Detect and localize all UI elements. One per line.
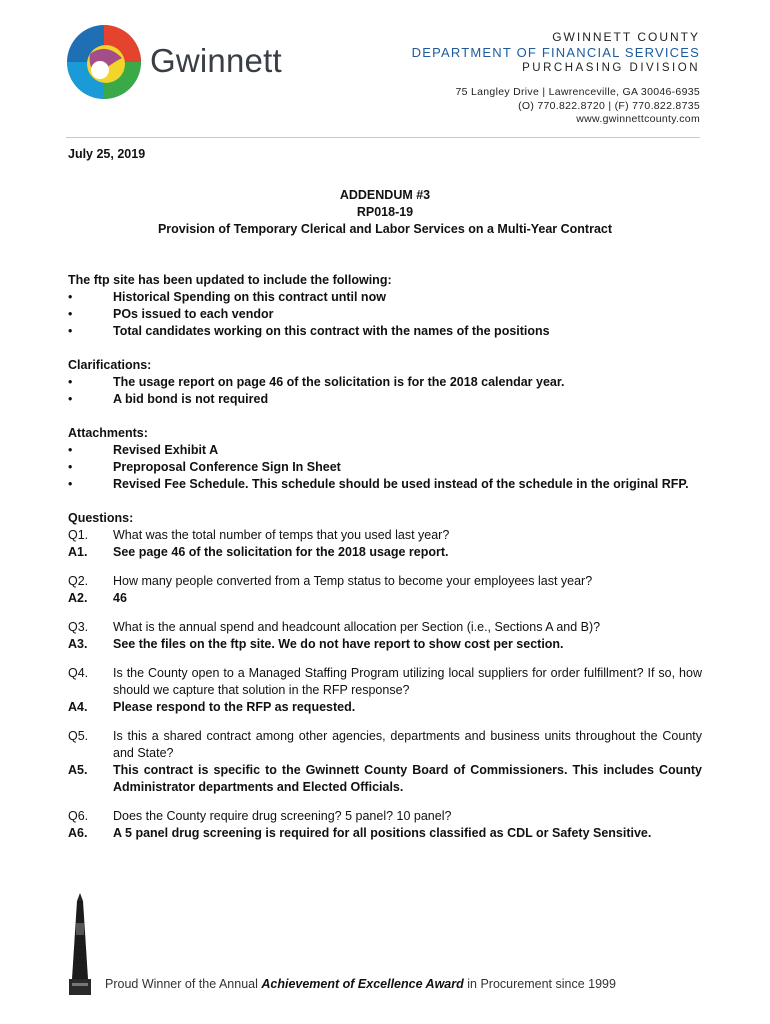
question-row: Q1. What was the total number of temps that you used last year?: [68, 528, 450, 542]
document-date: July 25, 2019: [68, 147, 146, 161]
question-row: Q4. Is the County open to a Managed Staffing Program utilizing local suppliers for order fulfillment? If so, how should we capture that solution in the RFP response?: [68, 666, 702, 697]
award-footer: Proud Winner of the Annual Achievement of Excellence Award in Procurement since 1999: [105, 977, 616, 991]
answer-row: A1. See page 46 of the solicitation for the 2018 usage report.: [68, 545, 449, 559]
questions-heading: Questions:: [68, 511, 134, 525]
answer-row: A2. 46: [68, 591, 127, 605]
bullet: •: [68, 392, 73, 406]
bullet: •: [68, 460, 73, 474]
ftp-heading: The ftp site has been updated to include the following:: [68, 273, 392, 287]
addendum-body: [68, 146, 702, 842]
bullet: •: [68, 477, 73, 491]
list-item: • Revised Exhibit A: [68, 443, 219, 457]
rfp-title: Provision of Temporary Clerical and Labor Services on a Multi-Year Contract: [157, 222, 613, 236]
bullet: •: [68, 307, 73, 321]
website-line: www.gwinnettcounty.com: [576, 113, 700, 125]
logo-wordmark: Gwinnett: [150, 42, 282, 79]
phone-line: (O) 770.822.8720 | (F) 770.822.8735: [518, 99, 700, 112]
county-name: GWINNETT COUNTY: [552, 30, 700, 44]
answer-row: A3. See the files on the ftp site. We do not have report to show cost per section.: [68, 637, 564, 651]
department-header: [412, 30, 700, 127]
gwinnett-logo-icon: [66, 24, 142, 100]
bullet: •: [68, 443, 73, 457]
answer-row: A6. A 5 panel drug screening is required for all positions classified as CDL or Safety Sensitive.: [68, 826, 652, 840]
list-item: • The usage report on page 46 of the solicitation is for the 2018 calendar year.: [68, 375, 565, 389]
answer-row: A5. This contract is specific to the Gwinnett County Board of Commissioners. This includes County Administrator departments and Elected Officials.: [68, 763, 702, 794]
list-item: • Preproposal Conference Sign In Sheet: [68, 460, 341, 474]
addendum-number: ADDENDUM #3: [339, 188, 431, 202]
question-row: Q2. How many people converted from a Temp status to become your employees last year?: [68, 574, 593, 588]
list-item: • A bid bond is not required: [68, 392, 269, 406]
department-name: DEPARTMENT OF FINANCIAL SERVICES: [411, 45, 700, 60]
list-item: • Revised Fee Schedule. This schedule should be used instead of the schedule in the original RFP.: [68, 477, 689, 491]
bullet: •: [68, 324, 73, 338]
question-row: Q5. Is this a shared contract among other agencies, departments and business units throughout the County and State?: [68, 729, 702, 760]
list-item: • Historical Spending on this contract until now: [68, 290, 386, 304]
clarifications-heading: Clarifications:: [68, 358, 152, 372]
attachments-heading: Attachments:: [68, 426, 148, 440]
header-divider: [66, 137, 700, 138]
bullet: •: [68, 290, 73, 304]
list-item: • POs issued to each vendor: [68, 307, 274, 321]
answer-row: A4. Please respond to the RFP as requested.: [68, 700, 356, 714]
list-item: • Total candidates working on this contract with the names of the positions: [68, 324, 550, 338]
division-name: PURCHASING DIVISION: [522, 62, 700, 74]
contact-block: [412, 86, 700, 127]
award-name: Achievement of Excellence Award: [261, 977, 464, 991]
address-line: 75 Langley Drive | Lawrenceville, GA 30046-6935: [455, 86, 700, 98]
question-row: Q6. Does the County require drug screening? 5 panel? 10 panel?: [68, 809, 452, 823]
question-row: Q3. What is the annual spend and headcount allocation per Section (i.e., Sections A and B)?: [68, 620, 601, 634]
bullet: •: [68, 375, 73, 389]
award-trophy-icon: [66, 893, 94, 995]
rfp-number: RP018-19: [356, 205, 414, 219]
